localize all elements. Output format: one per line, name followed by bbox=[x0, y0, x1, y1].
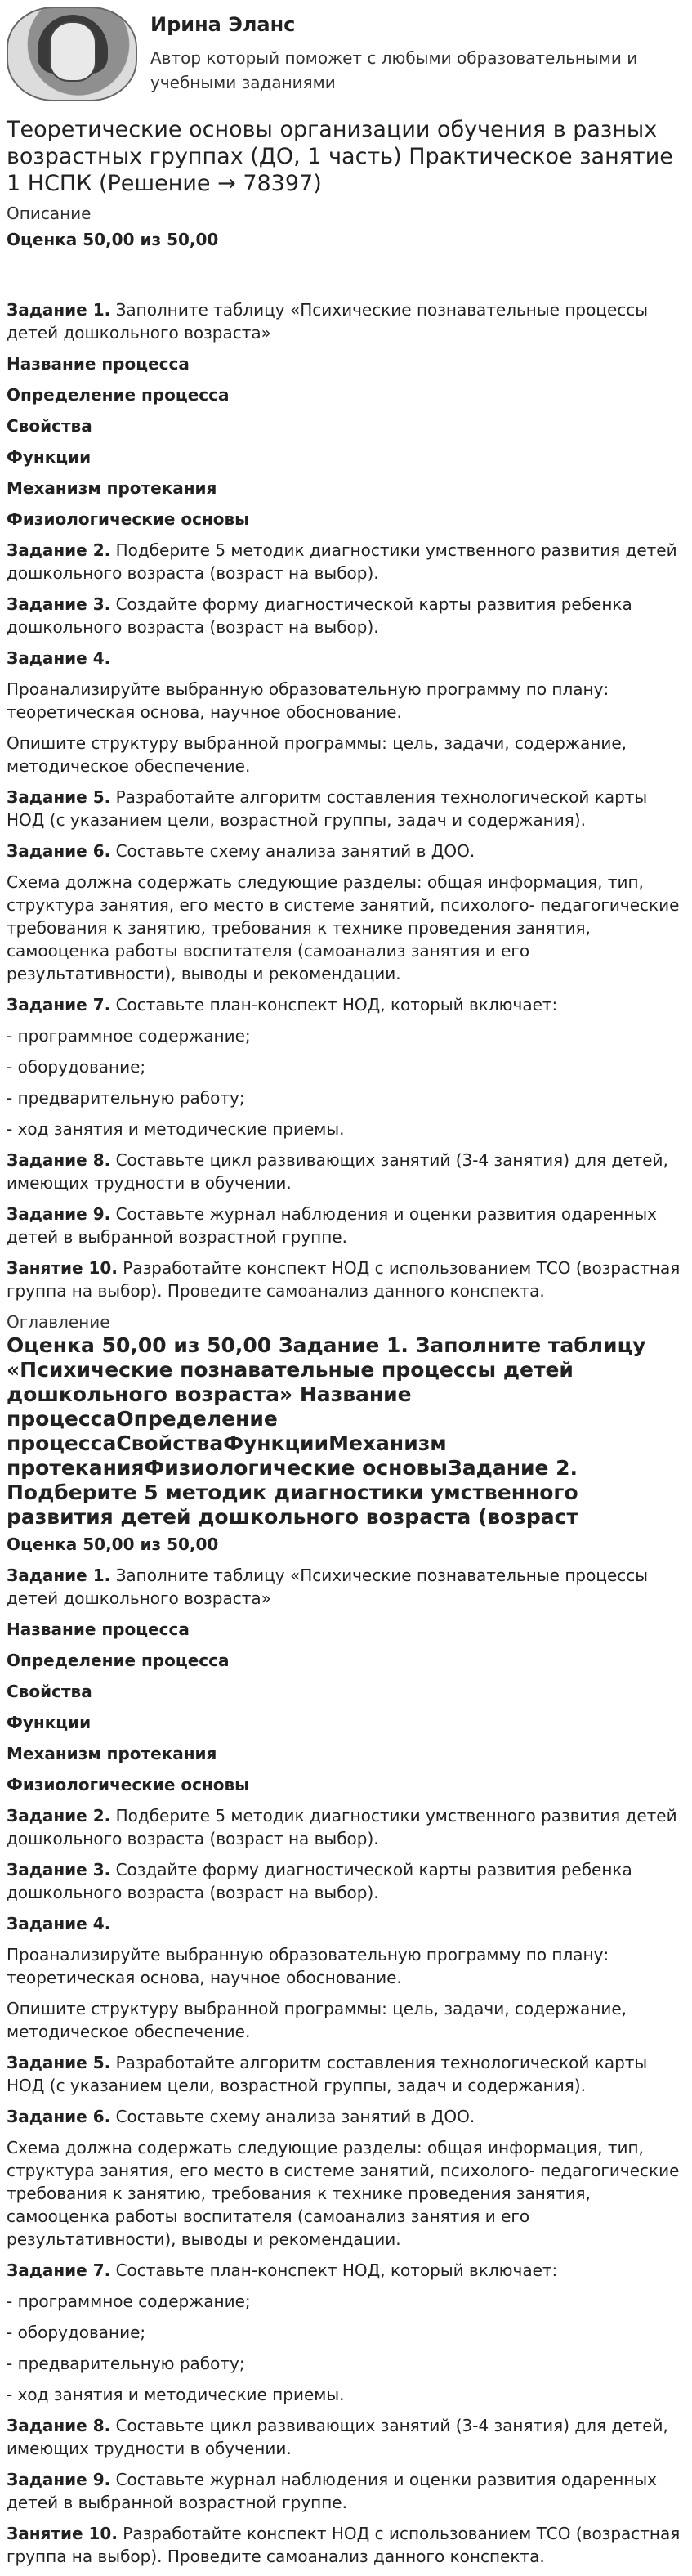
author-description: Автор который поможет с любыми образовательными и учебными заданиями bbox=[150, 48, 638, 92]
task-6: Задание 6. Составьте схему анализа занятий в ДОО. bbox=[7, 841, 475, 861]
task-7-item: - ход занятия и методические приемы. bbox=[7, 1119, 345, 1139]
task-7-item: - ход занятия и методические приемы. bbox=[7, 2385, 345, 2404]
task-7: Задание 7. Составьте план-конспект НОД, который включает: bbox=[7, 995, 558, 1015]
task-1: Задание 1. Заполните таблицу «Психические познавательные процессы детей дошкольного возраста» bbox=[7, 1566, 649, 1608]
task-8: Задание 8. Составьте цикл развивающих занятий (3-4 занятия) для детей, имеющих трудности в обучении. bbox=[7, 2416, 668, 2458]
table-row-functions: Функции bbox=[7, 447, 92, 467]
task-7-item: - предварительную работу; bbox=[7, 2354, 245, 2373]
table-row-physiology: Физиологические основы bbox=[7, 509, 250, 529]
avatar[interactable] bbox=[7, 7, 137, 101]
task-7: Задание 7. Составьте план-конспект НОД, который включает: bbox=[7, 2260, 558, 2280]
task-10: Занятие 10. Разработайте конспект НОД с использованием ТСО (возрастная группа на выбор). Проведите самоанализ данного конспекта. bbox=[7, 1258, 681, 1301]
task-6-paragraph: Схема должна содержать следующие разделы: общая информация, тип, структура занятия, его место в системе занятий, психолого- педагогические требования к занятию, требования к технике проведения занятия, самооценка работы воспитателя (самоанализ занятия и его результативности), выводы и рекомендации. bbox=[7, 2138, 680, 2249]
task-10: Занятие 10. Разработайте конспект НОД с использованием ТСО (возрастная группа на выбор). Проведите самоанализ данного конспекта. bbox=[7, 2524, 681, 2566]
task-7-item: - оборудование; bbox=[7, 1057, 146, 1077]
task-8: Задание 8. Составьте цикл развивающих занятий (3-4 занятия) для детей, имеющих трудности в обучении. bbox=[7, 1150, 668, 1193]
table-row-definition: Определение процесса bbox=[7, 385, 230, 405]
task-4-label: Задание 4. bbox=[7, 648, 111, 668]
task-7-item: - программное содержание; bbox=[7, 1026, 251, 1046]
task-7-item: - программное содержание; bbox=[7, 2292, 251, 2311]
task-3: Задание 3. Создайте форму диагностической карты развития ребенка дошкольного возраста (возраст на выбор). bbox=[7, 594, 632, 637]
table-row-name: Название процесса bbox=[7, 1620, 190, 1639]
tasks-block-2 bbox=[7, 1564, 683, 2568]
task-7-item: - предварительную работу; bbox=[7, 1088, 245, 1108]
task-9: Задание 9. Составьте журнал наблюдения и оценки развития одаренных детей в выбранной возрастной группе. bbox=[7, 2470, 658, 2512]
table-row-properties: Свойства bbox=[7, 1682, 92, 1701]
task-5: Задание 5. Разработайте алгоритм составления технологической карты НОД (с указанием цели, возрастной группы, задач и содержания). bbox=[7, 2053, 648, 2095]
task-2: Задание 2. Подберите 5 методик диагностики умственного развития детей дошкольного возраста (возраст на выбор). bbox=[7, 540, 677, 583]
task-3: Задание 3. Создайте форму диагностической карты развития ребенка дошкольного возраста (возраст на выбор). bbox=[7, 1860, 632, 1902]
table-row-definition: Определение процесса bbox=[7, 1651, 230, 1670]
task-9: Задание 9. Составьте журнал наблюдения и оценки развития одаренных детей в выбранной возрастной группе. bbox=[7, 1204, 658, 1247]
task-4-paragraph-2: Опишите структуру выбранной программы: цель, задачи, содержание, методическое обеспечение. bbox=[7, 733, 627, 776]
task-1: Задание 1. Заполните таблицу «Психические познавательные процессы детей дошкольного возраста» bbox=[7, 300, 649, 343]
main-content bbox=[7, 116, 683, 2576]
avatar-frame bbox=[7, 7, 137, 101]
table-row-mechanism: Механизм протекания bbox=[7, 478, 217, 498]
grade: Оценка 50,00 из 50,00 bbox=[7, 230, 219, 249]
task-6: Задание 6. Составьте схему анализа занятий в ДОО. bbox=[7, 2107, 475, 2126]
table-row-properties: Свойства bbox=[7, 416, 92, 436]
toc-label: Оглавление bbox=[7, 1312, 110, 1332]
table-row-physiology: Физиологические основы bbox=[7, 1775, 250, 1794]
description-label: Описание bbox=[7, 204, 92, 223]
task-5: Задание 5. Разработайте алгоритм составления технологической карты НОД (с указанием цели, возрастной группы, задач и содержания). bbox=[7, 787, 648, 830]
task-2: Задание 2. Подберите 5 методик диагностики умственного развития детей дошкольного возраста (возраст на выбор). bbox=[7, 1806, 677, 1848]
grade-repeat: Оценка 50,00 из 50,00 bbox=[7, 1534, 219, 1554]
page-title: Теоретические основы организации обучения в разных возрастных группах (ДО, 1 часть) Практическое занятие 1 НСПК (Решение → 78397) bbox=[7, 117, 673, 196]
task-4-label: Задание 4. bbox=[7, 1914, 111, 1933]
task-4-paragraph-2: Опишите структуру выбранной программы: цель, задачи, содержание, методическое обеспечение. bbox=[7, 1999, 627, 2041]
table-row-mechanism: Механизм протекания bbox=[7, 1744, 217, 1763]
task-4-paragraph-1: Проанализируйте выбранную образовательную программу по плану: теоретическая основа, научное обоснование. bbox=[7, 1945, 609, 1987]
tasks-block-1 bbox=[7, 298, 683, 1302]
toc-title[interactable]: Оценка 50,00 из 50,00 Задание 1. Заполните таблицу «Психические познавательные процессы детей дошкольного возраста» Название процессаОпределение процессаСвойстваФункцииМеханизм протеканияФизиологические основыЗадание 2. Подберите 5 методик диагностики умственного развития детей дошкольного возраста (возраст bbox=[7, 1333, 646, 1529]
table-row-name: Название процесса bbox=[7, 354, 190, 374]
task-6-paragraph: Схема должна содержать следующие разделы: общая информация, тип, структура занятия, его место в системе занятий, психолого- педагогические требования к занятию, требования к технике проведения занятия, самооценка работы воспитателя (самоанализ занятия и его результативности), выводы и рекомендации. bbox=[7, 872, 680, 983]
task-7-item: - оборудование; bbox=[7, 2323, 146, 2342]
task-4-paragraph-1: Проанализируйте выбранную образовательную программу по плану: теоретическая основа, научное обоснование. bbox=[7, 679, 609, 722]
table-row-functions: Функции bbox=[7, 1713, 92, 1732]
author-header bbox=[7, 7, 685, 101]
author-name[interactable]: Ирина Эланс bbox=[150, 13, 296, 36]
